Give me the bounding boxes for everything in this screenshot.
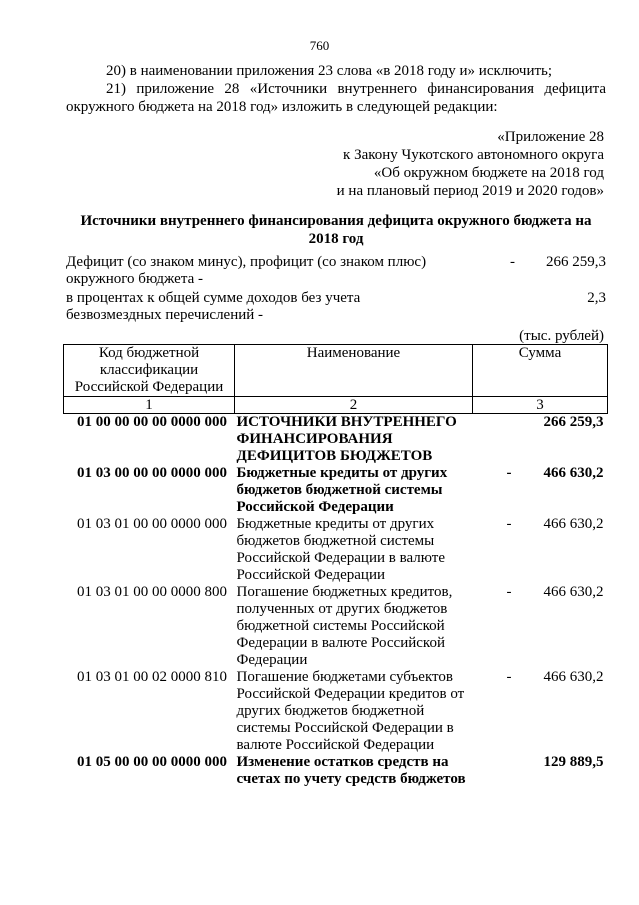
budget-code-cell: 01 03 01 00 00 0000 800 bbox=[77, 584, 227, 600]
table-row bbox=[64, 584, 608, 669]
header-sum: Сумма bbox=[473, 345, 608, 397]
appendix-line-3: «Об окружном бюджете на 2018 год bbox=[373, 165, 604, 181]
header-number-2: 2 bbox=[235, 397, 473, 414]
table-row bbox=[64, 516, 608, 584]
percent-summary-row bbox=[66, 290, 606, 324]
item-name-cell: Погашение бюджетных кредитов, полученных от других бюджетов бюджетной системы Российской Федерации в валюте Российской Федерации bbox=[236, 584, 453, 668]
sum-sign: - bbox=[506, 465, 512, 481]
sum-sign: - bbox=[506, 669, 512, 685]
financing-sources-table bbox=[63, 344, 608, 788]
sum-value: 466 630,2 bbox=[543, 465, 604, 481]
appendix-line-4: и на плановый период 2019 и 2020 годов» bbox=[336, 183, 604, 199]
item-name-cell: Погашение бюджетами субъектов Российской Федерации кредитов от других бюджетов бюджетной системы Российской Федерации в валюте Российской Федерации bbox=[236, 669, 465, 753]
budget-code-cell: 01 03 00 00 00 0000 000 bbox=[77, 465, 227, 481]
appendix-line-1: «Приложение 28 bbox=[497, 129, 604, 145]
budget-code-cell: 01 03 01 00 02 0000 810 bbox=[77, 669, 227, 685]
deficit-label: Дефицит (со знаком минус), профицит (со знаком плюс) окружного бюджета - bbox=[66, 254, 427, 287]
deficit-value: 266 259,3 bbox=[546, 254, 606, 270]
amendment-item-21: 21) приложение 28 «Источники внутреннего финансирования дефицита окружного бюджета на 2018 год» изложить в следующей редакции: bbox=[66, 81, 606, 115]
table-row bbox=[64, 465, 608, 516]
sum-sign: - bbox=[506, 584, 512, 600]
table-row bbox=[64, 414, 608, 466]
budget-code-cell: 01 00 00 00 00 0000 000 bbox=[77, 414, 227, 430]
header-number-3: 3 bbox=[473, 397, 608, 414]
header-name: Наименование bbox=[235, 345, 473, 397]
appendix-reference bbox=[337, 128, 604, 200]
percent-label: в процентах к общей сумме доходов без учета безвозмездных перечислений - bbox=[66, 290, 361, 323]
deficit-sign: - bbox=[510, 254, 515, 270]
item-name-cell: Бюджетные кредиты от других бюджетов бюджетной системы Российской Федерации bbox=[236, 465, 448, 515]
document-title: Источники внутреннего финансирования дефицита окружного бюджета на 2018 год bbox=[80, 213, 592, 247]
sum-value: 466 630,2 bbox=[543, 516, 604, 532]
table-body bbox=[64, 414, 608, 789]
budget-code-cell: 01 03 01 00 00 0000 000 bbox=[77, 516, 227, 532]
percent-value: 2,3 bbox=[587, 290, 606, 306]
amendment-item-20: 20) в наименовании приложения 23 слова «в 2018 году и» исключить; bbox=[106, 63, 553, 79]
item-name-cell: ИСТОЧНИКИ ВНУТРЕННЕГО ФИНАНСИРОВАНИЯ ДЕФИЦИТОВ БЮДЖЕТОВ bbox=[236, 414, 457, 464]
item-name-cell: Изменение остатков средств на счетах по учету средств бюджетов bbox=[236, 754, 466, 787]
page-number: 760 bbox=[309, 38, 330, 53]
sum-value: 466 630,2 bbox=[543, 584, 604, 600]
budget-code-cell: 01 05 00 00 00 0000 000 bbox=[77, 754, 227, 770]
item-name-cell: Бюджетные кредиты от других бюджетов бюджетной системы Российской Федерации в валюте Российской Федерации bbox=[236, 516, 445, 583]
table-row bbox=[64, 669, 608, 754]
sum-value: 266 259,3 bbox=[543, 414, 604, 430]
header-number-1: 1 bbox=[64, 397, 235, 414]
sum-cell bbox=[473, 754, 608, 788]
sum-cell bbox=[473, 414, 608, 466]
sum-cell bbox=[473, 465, 608, 516]
sum-cell bbox=[473, 584, 608, 669]
table-row bbox=[64, 754, 608, 788]
sum-sign: - bbox=[506, 516, 512, 532]
sum-value: 466 630,2 bbox=[543, 669, 604, 685]
sum-value: 129 889,5 bbox=[543, 754, 604, 770]
deficit-summary-row bbox=[66, 254, 606, 288]
appendix-line-2: к Закону Чукотского автономного округа bbox=[343, 147, 604, 163]
header-code: Код бюджетной классификации Российской Федерации bbox=[64, 345, 235, 397]
sum-cell bbox=[473, 669, 608, 754]
sum-cell bbox=[473, 516, 608, 584]
units-label: (тыс. рублей) bbox=[519, 328, 604, 344]
